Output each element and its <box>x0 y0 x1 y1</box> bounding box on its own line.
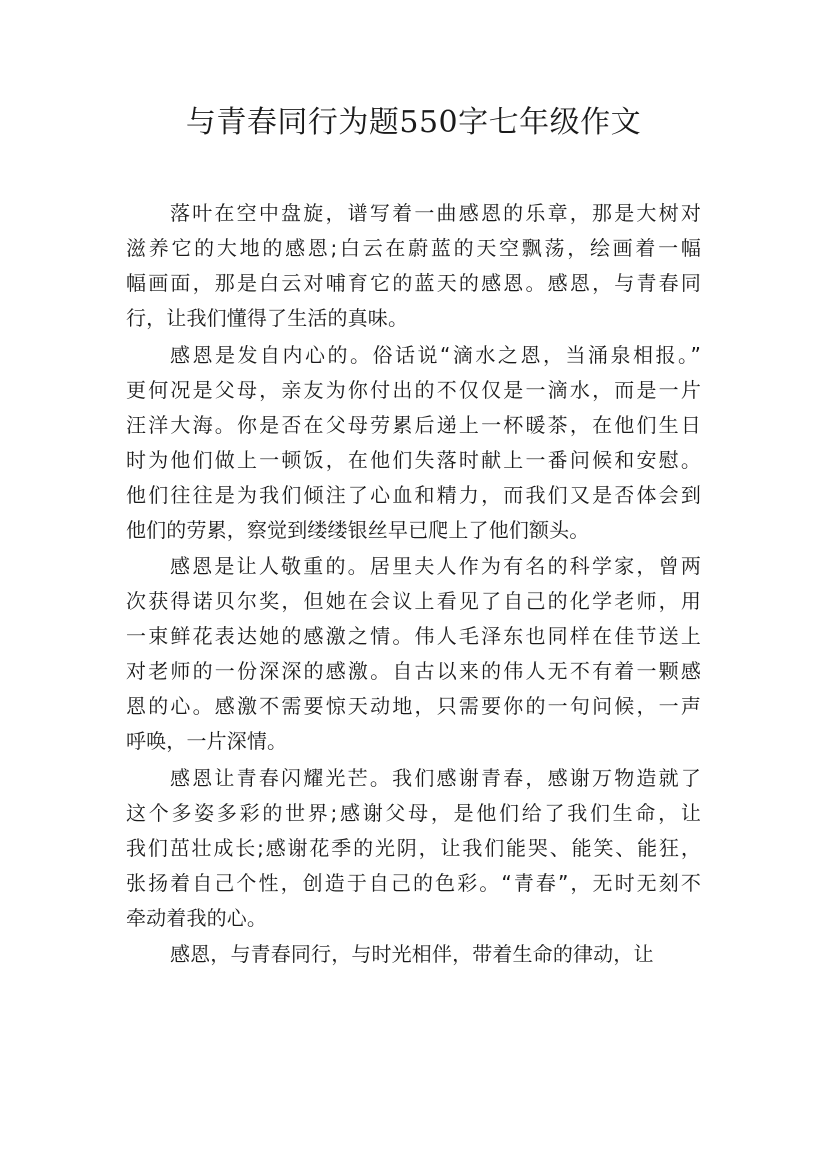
paragraph-line: 感恩是让人敬重的。居里夫人作为有名的科学家，曾两 <box>170 554 701 578</box>
paragraph-line: 时为他们做上一顿饭，在他们失落时献上一番问候和安慰。 <box>126 447 701 472</box>
paragraph-line: 呼唤，一片深情。 <box>126 729 288 753</box>
paragraph-line: 感恩，与青春同行，与时光相伴，带着生命的律动，让 <box>170 942 654 966</box>
paragraph-line: 感恩是发自内心的。俗话说“滴水之恩，当涌泉相报。” <box>170 342 701 367</box>
paragraph-line: 我们茁壮成长;感谢花季的光阴，让我们能哭、能笑、能狂， <box>126 835 701 860</box>
paragraph-line: 一束鲜花表达她的感激之情。伟人毛泽东也同样在佳节送上 <box>126 624 701 648</box>
paragraph-line: 他们往往是为我们倾注了心血和精力，而我们又是否体会到 <box>126 482 701 507</box>
paragraph-line: 幅画面，那是白云对哺育它的蓝天的感恩。感恩，与青春同 <box>126 271 701 295</box>
paragraph-line: 他们的劳累，察觉到缕缕银丝早已爬上了他们额头。 <box>126 517 590 542</box>
paragraph-line: 感恩让青春闪耀光芒。我们感谢青春，感谢万物造就了 <box>170 765 701 790</box>
paragraph-line: 恩的心。感激不需要惊天动地，只需要你的一句问候，一声 <box>126 694 701 718</box>
paragraph <box>126 338 701 548</box>
paragraph-line: 汪洋大海。你是否在父母劳累后递上一杯暖茶，在他们生日 <box>126 412 701 437</box>
paragraph-line: 更何况是父母，亲友为你付出的不仅仅是一滴水，而是一片 <box>126 377 701 402</box>
paragraph <box>126 549 701 759</box>
document-title: 与青春同行为题550字七年级作文 <box>185 105 642 140</box>
paragraph <box>126 196 701 336</box>
paragraph-line: 牵动着我的心。 <box>126 905 268 930</box>
document-body <box>126 196 701 974</box>
paragraph-line: 张扬着自己个性，创造于自己的色彩。“青春”，无时无刻不 <box>126 870 701 895</box>
paragraph-line: 滋养它的大地的感恩;白云在蔚蓝的天空飘荡，绘画着一幅 <box>126 236 701 260</box>
paragraph-line: 行，让我们懂得了生活的真味。 <box>126 306 409 330</box>
paragraph-line: 次获得诺贝尔奖，但她在会议上看见了自己的化学老师，用 <box>126 589 701 613</box>
paragraph-line: 对老师的一份深深的感激。自古以来的伟人无不有着一颗感 <box>126 659 701 683</box>
paragraph <box>126 937 701 972</box>
paragraph-line: 落叶在空中盘旋，谱写着一曲感恩的乐章，那是大树对 <box>170 201 701 225</box>
paragraph-line: 这个多姿多彩的世界;感谢父母，是他们给了我们生命，让 <box>126 800 701 825</box>
paragraph <box>126 761 701 936</box>
